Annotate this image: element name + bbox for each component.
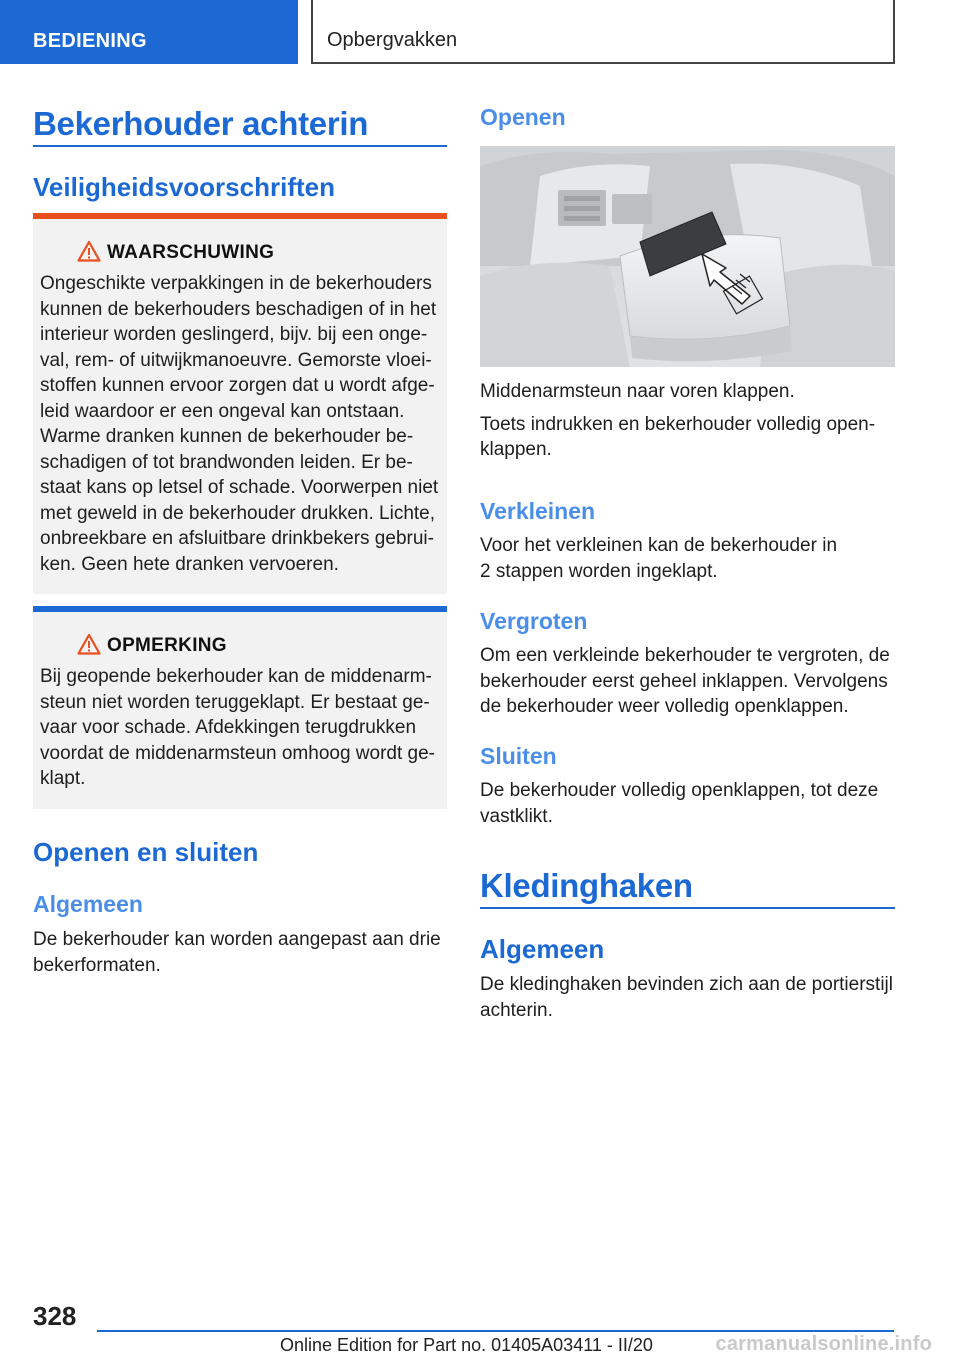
warning-bar [33, 213, 447, 219]
close-text: De bekerhouder volledig openklappen, tot deze vastklikt. [480, 780, 879, 827]
hooks-title-rule [480, 907, 895, 909]
general-heading: Algemeen [33, 891, 143, 917]
hooks-general-heading: Algemeen [480, 934, 605, 964]
safety-heading: Veiligheidsvoorschriften [33, 172, 335, 202]
warning-label: WAARSCHUWING [107, 242, 275, 263]
general-text: De bekerhouder kan worden aangepast aan drie bekerformaten. [33, 929, 441, 976]
shrink-heading: Verkleinen [480, 498, 596, 524]
footer-rule [97, 1330, 894, 1332]
armrest-cupholder-illustration [480, 146, 895, 367]
open-heading: Openen [480, 104, 566, 130]
notice-bar [33, 606, 447, 612]
page-title: Bekerhouder achterin [33, 105, 369, 142]
open-text: Middenarmsteun naar voren klappen. Toets indrukken en bekerhouder volledig open- klappen. [480, 381, 876, 460]
open-close-heading: Openen en sluiten [33, 837, 259, 867]
notice-label: OPMERKING [107, 635, 227, 656]
edition-text: Online Edition for Part no. 01405A03411 - II/20 [280, 1335, 653, 1355]
chapter-title: Opbergvakken [311, 0, 895, 64]
warning-triangle-icon [77, 240, 101, 262]
close-heading: Sluiten [480, 743, 557, 769]
hooks-text: De kledinghaken bevinden zich aan de portierstijl achterin. [480, 974, 893, 1021]
notice-triangle-icon [77, 633, 101, 655]
title-rule [33, 145, 447, 147]
warning-box [33, 213, 447, 594]
shrink-text: Voor het verkleinen kan de bekerhouder in 2 stappen worden ingeklapt. [480, 535, 838, 582]
page-number: 328 [33, 1301, 77, 1331]
notice-text: Bij geopende bekerhouder kan de middenarm- steun niet worden teruggeklapt. Er bestaat ge- vaar voor schade. Afdekkingen terugdrukken voordat de middenarmsteun omhoog wordt ge- klapt. [40, 666, 436, 789]
enlarge-heading: Vergroten [480, 608, 588, 634]
notice-box [33, 606, 447, 809]
hooks-title: Kledinghaken [480, 867, 693, 904]
enlarge-text: Om een verkleinde bekerhouder te vergroten, de bekerhouder eerst geheel inklappen. Vervolgens de bekerhouder weer volledig openklappen. [480, 645, 890, 717]
section-tab: BEDIENING [0, 0, 298, 64]
watermark: carmanualsonline.info [715, 1333, 932, 1355]
warning-text: Ongeschikte verpakkingen in de bekerhouders kunnen de bekerhouders beschadigen of in het interieur worden geslingerd, bijv. bij een onge- val, rem- of uitwijkmanoeuvre. Gemorste vloei- stoffen kunnen ervoor zorgen dat u wordt afge- leid waardoor er een ongeval kan ontstaan. Warme dranken kunnen de bekerhouder be- schadigen of tot brandwonden leiden. Er be- staat kans op letsel of schade. Voorwerpen niet met geweld in de bekerhouder drukken. Lichte, onbreekbare en afsluitbare drinkbekers gebrui- ken. Geen hete dranken vervoeren. [40, 273, 439, 575]
